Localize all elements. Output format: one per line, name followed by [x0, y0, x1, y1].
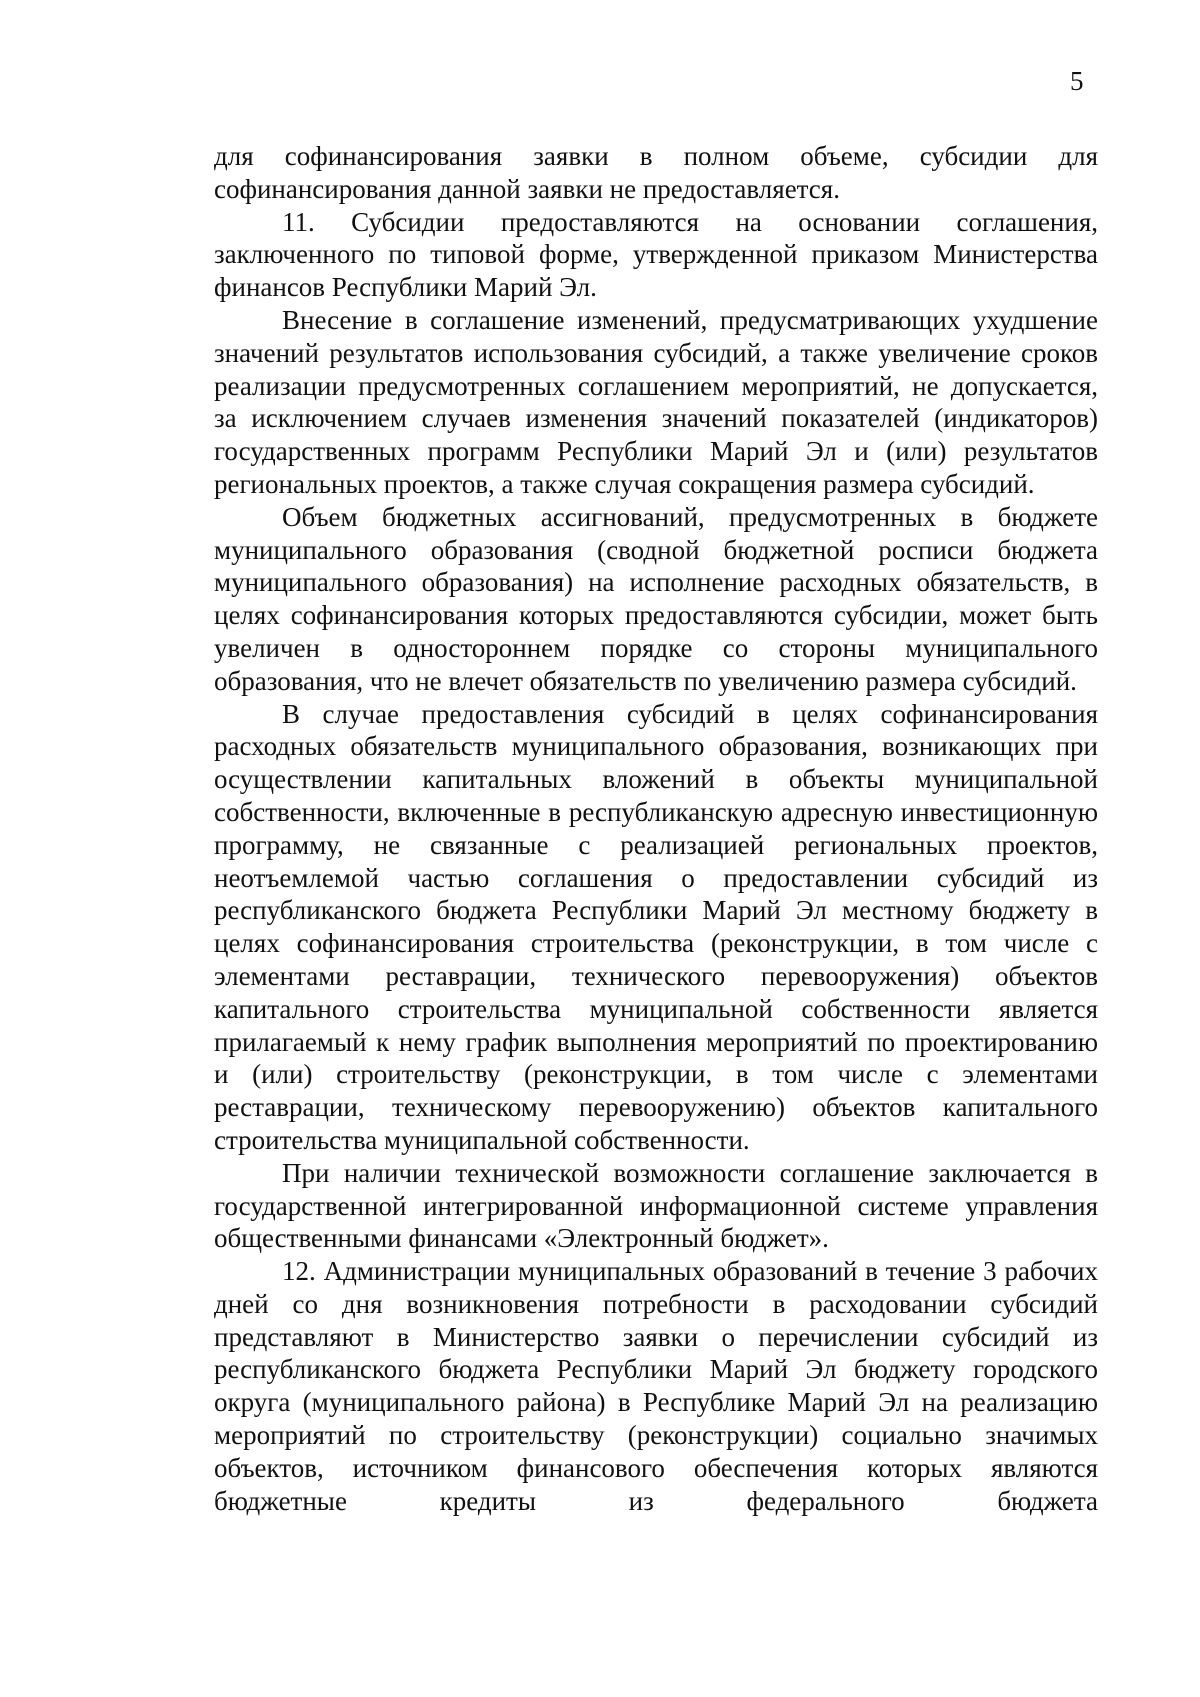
page-number: 5	[1070, 66, 1084, 96]
paragraph-clause-12: 12. Администрации муниципальных образований в течение 3 рабочих дней со дня возникновения потребности в расходовании субсидий представляют в Министерство заявки о перечислении субсидий из республиканского бюджета Республики Марий Эл бюджету городского округа (муниципального района) в Республике Марий Эл на реализацию мероприятий по строительству (реконструкции) социально значимых объектов, источником финансового обеспечения которых являются бюджетные кредиты из федерального бюджета	[214, 1256, 1098, 1516]
paragraph-agreement-changes: Внесение в соглашение изменений, предусматривающих ухудшение значений результатов использования субсидий, а также увеличение сроков реализации предусмотренных соглашением мероприятий, не допускается, за исключением случаев изменения значений показателей (индикаторов) государственных программ Республики Марий Эл и (или) результатов региональных проектов, а также случая сокращения размера субсидий.	[214, 304, 1098, 499]
paragraph-electronic-budget: При наличии технической возможности соглашение заключается в государственной интегрированной информационной системе управления общественными финансами «Электронный бюджет».	[214, 1157, 1098, 1254]
paragraph-continuation: для софинансирования заявки в полном объеме, субсидии для софинансирования данной заявки не предоставляется.	[214, 141, 1098, 204]
document-text-body	[214, 140, 1098, 1517]
paragraph-capital-investments: В случае предоставления субсидий в целях софинансирования расходных обязательств муниципального образования, возникающих при осуществлении капитальных вложений в объекты муниципальной собственности, включенные в республиканскую адресную инвестиционную программу, не связанные с реализацией региональных проектов, неотъемлемой частью соглашения о предоставлении субсидий из республиканского бюджета Республики Марий Эл местному бюджету в целях софинансирования строительства (реконструкции, в том числе с элементами реставрации, технического перевооружения) объектов капитального строительства муниципальной собственности является прилагаемый к нему график выполнения мероприятий по проектированию и (или) строительству (реконструкции, в том числе с элементами реставрации, техническому перевооружению) объектов капитального строительства муниципальной собственности.	[214, 698, 1098, 1155]
paragraph-clause-11: 11. Субсидии предоставляются на основании соглашения, заключенного по типовой форме, утвержденной приказом Министерства финансов Республики Марий Эл.	[214, 206, 1098, 303]
paragraph-budget-allocations: Объем бюджетных ассигнований, предусмотренных в бюджете муниципального образования (сводной бюджетной росписи бюджета муниципального образования) на исполнение расходных обязательств, в целях софинансирования которых предоставляются субсидии, может быть увеличен в одностороннем порядке со стороны муниципального образования, что не влечет обязательств по увеличению размера субсидий.	[214, 501, 1098, 696]
